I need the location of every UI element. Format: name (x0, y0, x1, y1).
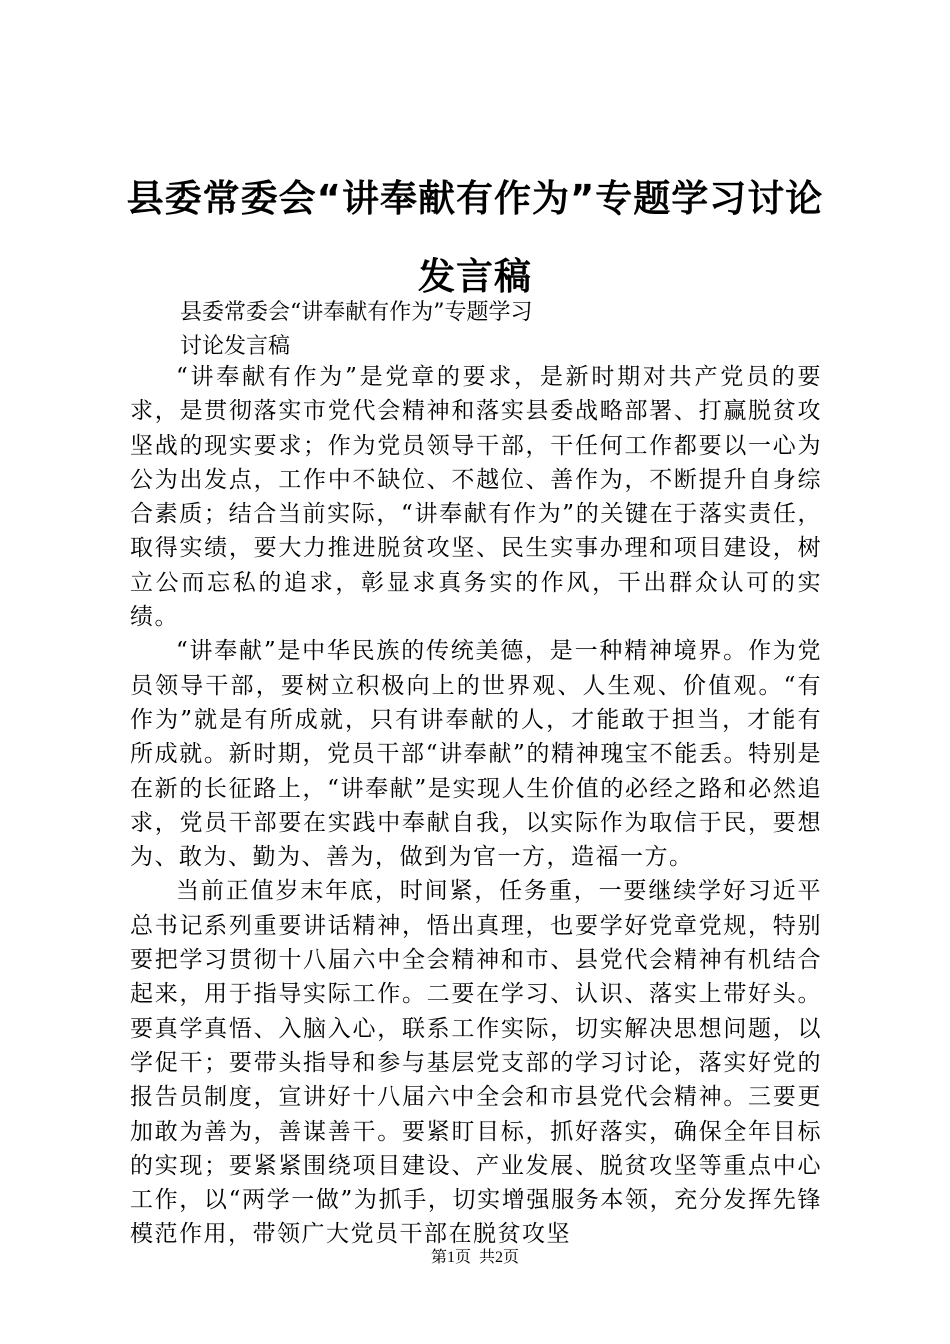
subtitle-line-2: 讨论发言稿 (180, 334, 291, 359)
page-number: 第1页 (430, 1249, 471, 1266)
document-title: 县委常委会“讲奉献有作为”专题学习讨论发言稿 (126, 177, 824, 298)
body-paragraph: “讲奉献”是中华民族的传统美德，是一种精神境界。作为党员领导干部，要树立积极向上的世界观、人生观、价值观。“有作为”就是有所成就，只有讲奉献的人，才能敢于担当，才能有所成就。新时期，党员干部“讲奉献”的精神瑰宝不能丢。特别是在新的长征路上，“讲奉献”是实现人生价值的必经之路和必然追求，党员干部要在实践中奉献自我，以实际作为取信于民，要想为、敢为、勤为、善为，做到为官一方，造福一方。 (130, 638, 822, 871)
subtitle-line-1: 县委常委会“讲奉献有作为”专题学习 (180, 300, 533, 325)
document-subtitle (180, 296, 820, 364)
body-paragraph: 当前正值岁末年底，时间紧，任务重，一要继续学好习近平总书记系列重要讲话精神，悟出真理，也要学好党章党规，特别要把学习贯彻十八届六中全会精神和市、县党代会精神有机结合起来，用于指导实际工作。二要在学习、认识、落实上带好头。要真学真悟、入脑入心，联系工作实际，切实解决思想问题，以学促干；要带头指导和参与基层党支部的学习讨论，落实好党的报告员制度，宣讲好十八届六中全会和市县党代会精神。三要更加敢为善为，善谋善干。要紧盯目标，抓好落实，确保全年目标的实现；要紧紧围绕项目建设、产业发展、脱贫攻坚等重点中心工作，以“两学一做”为抓手，切实增强服务本领，充分发挥先锋模范作用，带领广大党员干部在脱贫攻坚 (130, 878, 822, 1248)
body-paragraph: “讲奉献有作为”是党章的要求，是新时期对共产党员的要求，是贯彻落实市党代会精神和落实县委战略部署、打赢脱贫攻坚战的现实要求；作为党员领导干部，干任何工作都要以一心为公为出发点，工作中不缺位、不越位、善作为，不断提升自身综合素质；结合当前实际，“讲奉献有作为”的关键在于落实责任，取得实绩，要大力推进脱贫攻坚、民生实事办理和项目建设，树立公而忘私的追求，彰显求真务实的作风，干出群众认可的实绩。 (130, 364, 822, 631)
page-footer (0, 1244, 950, 1267)
document-body (130, 360, 822, 1252)
page-total: 共2页 (479, 1249, 520, 1266)
